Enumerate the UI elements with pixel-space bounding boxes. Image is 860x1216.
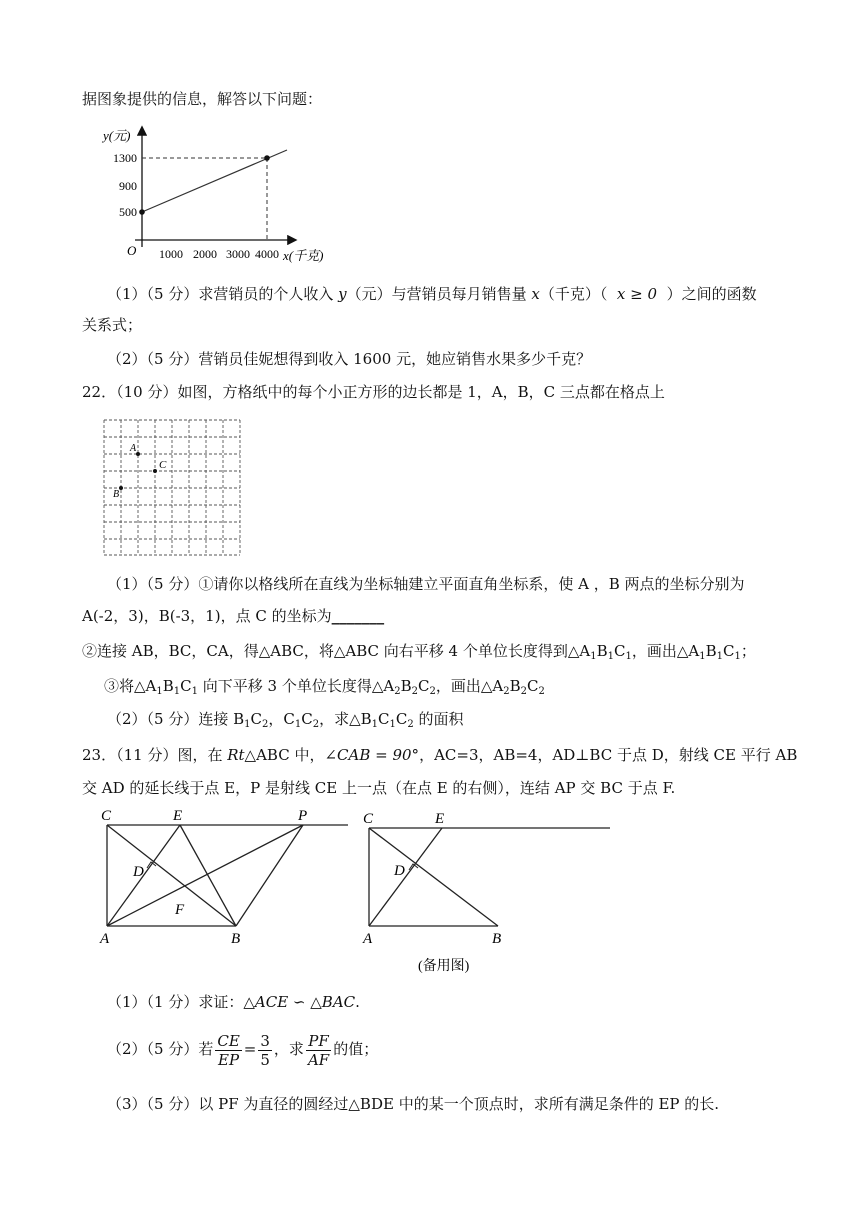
q23-part3: （3）（5 分）以 PF 为直径的圆经过△BDE 中的某一个顶点时，求所有满足条件的 EP 的长.: [107, 1095, 720, 1113]
point-b: [119, 486, 123, 490]
fig2-label-e: E: [435, 811, 445, 827]
fig2-caption: (备用图): [418, 959, 470, 974]
fraction-pf-af: $\frac{PF}{AF}$: [307, 1031, 330, 1069]
x-tick-4000: 4000: [255, 247, 279, 261]
q23-part1: （1）（1 分）求证：△ACE ∽ △BAC.: [107, 993, 360, 1011]
geometry-figure-main: [98, 806, 360, 951]
q22-step3: ③将$\triangle A_1B_1C_1$ 向下平移 3 个单位长度得$\triangle A_2B_2C_2$，画出$\triangle A_2B_2C_2$: [104, 677, 545, 697]
fig2-label-c: C: [363, 811, 374, 827]
point-4000: [264, 155, 270, 161]
q23-header-cont: 交 AD 的延长线于点 E，P 是射线 CE 上一点（在点 E 的右侧），连结 AP 交 BC 于点 F.: [82, 779, 676, 797]
grid-figure: [103, 418, 245, 558]
fig1-label-c: C: [101, 808, 112, 824]
fig1-label-f: F: [175, 902, 185, 918]
income-graph: [95, 122, 325, 267]
intro-text: 据图象提供的信息，解答以下问题：: [82, 90, 323, 108]
y-tick-1300: 1300: [113, 151, 137, 165]
q23-header: 23．（11 分）图，在 Rt△ABC 中，∠CAB = 90°，AC=3，AB=4，AD⊥BC 于点 D，射线 CE 平行 AB: [82, 746, 798, 764]
fig1-label-d: D: [133, 864, 144, 880]
x-tick-3000: 3000: [226, 247, 250, 261]
q23-part2: （2）（5 分）若 $\frac{CE}{EP}$ = $\frac{3}{5}$ ，求 $\frac{PF}{AF}$ 的值；: [107, 1031, 379, 1069]
origin-label: O: [127, 243, 137, 258]
q22-step2: ②连接 AB，BC，CA，得△ABC，将△ABC 向右平移 4 个单位长度得到$\triangle A_1B_1C_1$，画出$\triangle A_1B_1C_1$；: [82, 642, 756, 662]
fig1-label-p: P: [298, 808, 308, 824]
fig2-label-b: B: [492, 931, 502, 947]
point-c: [153, 469, 157, 473]
q22-part1: （1）（5 分）①请你以格线所在直线为坐标轴建立平面直角坐标系，使 A ，B 两点的坐标分别为: [107, 575, 745, 593]
y-tick-500: 500: [119, 205, 137, 219]
q22-header: 22．（10 分）如图，方格纸中的每个小正方形的边长都是 1，A，B，C 三点都在格点上: [82, 383, 665, 401]
fig2-label-d: D: [394, 863, 405, 879]
label-b: B: [113, 489, 120, 500]
x-tick-2000: 2000: [193, 247, 217, 261]
fig1-label-b: B: [231, 931, 241, 947]
label-a: A: [130, 443, 137, 454]
x-axis-label: x(千克): [283, 248, 324, 263]
y-axis-label: y(元): [103, 128, 131, 143]
q22-part1-cont: A(-2，3)，B(-3，1)，点 C 的坐标为_______: [82, 607, 385, 625]
q21-part1: （1）（5 分）求营销员的个人收入 y（元）与营销员每月销售量 x（千克）（ x ≥ 0 ）之间的函数: [107, 285, 757, 303]
y-tick-900: 900: [119, 179, 137, 193]
geometry-figure-backup: [362, 806, 614, 976]
x-tick-1000: 1000: [159, 247, 183, 261]
point-start: [139, 209, 145, 215]
label-c: C: [159, 459, 167, 471]
fraction-3-5: $\frac{3}{5}$: [260, 1031, 270, 1069]
fig2-label-a: A: [363, 931, 373, 947]
fig1-label-a: A: [100, 931, 110, 947]
q22-part2: （2）（5 分）连接 $B_1C_2$，$C_1C_2$，求$\triangle B_1C_1C_2$ 的面积: [107, 710, 464, 730]
q21-part1-cont: 关系式；: [82, 316, 143, 334]
q21-part2: （2）（5 分）营销员佳妮想得到收入 1600 元，她应销售水果多少千克？: [107, 350, 592, 368]
point-a: [136, 452, 140, 456]
fig1-label-e: E: [173, 808, 183, 824]
fraction-ce-ep: $\frac{CE}{EP}$: [217, 1031, 240, 1069]
